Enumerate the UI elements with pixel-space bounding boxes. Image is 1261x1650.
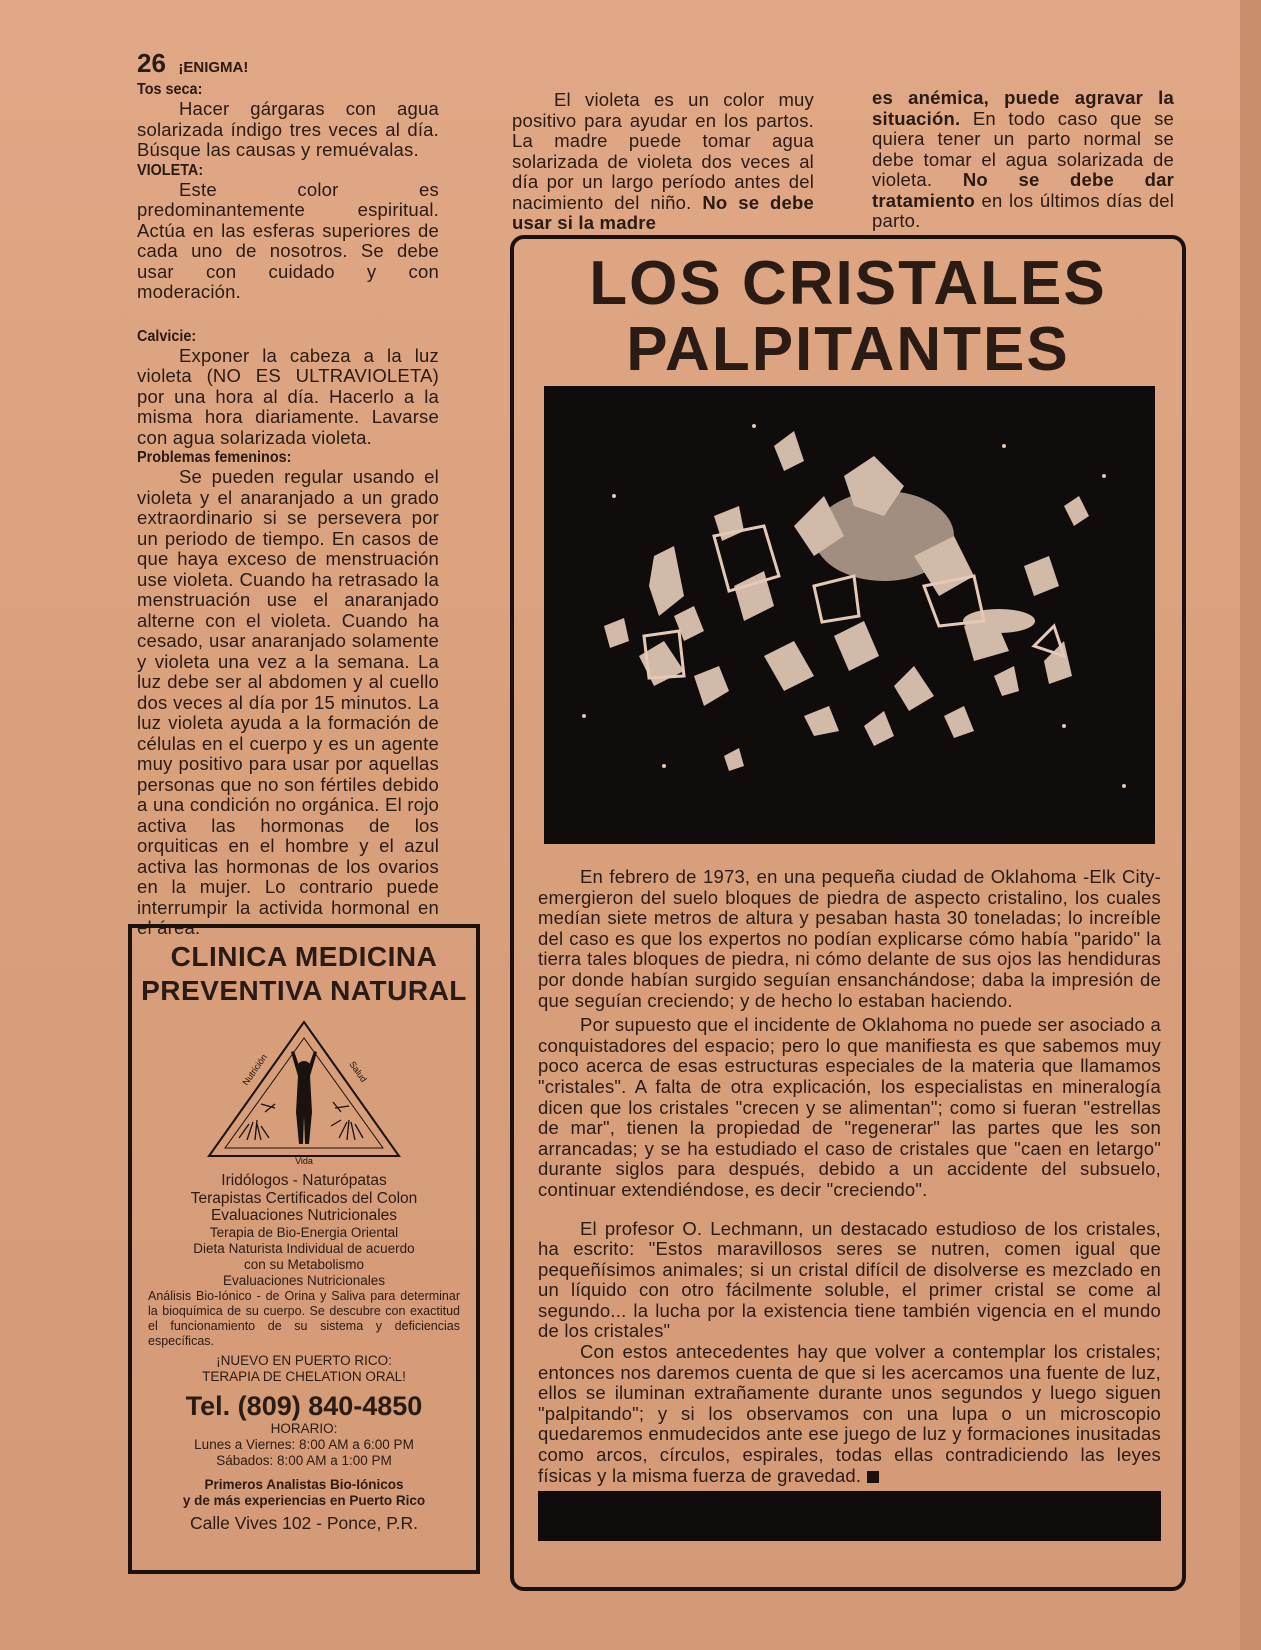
paragraph-partos (512, 90, 814, 234)
anemia-warning: es anémica, puede agravar la situación. (872, 87, 1174, 129)
ad-hours-weekday: Lunes a Viernes: 8:00 AM a 6:00 PM (194, 1436, 414, 1452)
paragraph-violeta: Este color es predominantemente espiritual. Actúa en las esferas superiores de cada uno de nosotros. Se debe usar con cuidado y con moderación. (137, 178, 439, 302)
ad-line-5: Dieta Naturista Individual de acuerdo (193, 1240, 415, 1256)
ad-title-line-1: CLINICA MEDICINA (170, 941, 438, 972)
section-heading-calvicie: Calvicie: (137, 327, 197, 345)
partos-warning: No se debe usar si la madre (512, 191, 814, 233)
page-number: 26 (137, 48, 166, 78)
ad-line-6: con su Metabolismo (243, 1256, 365, 1272)
crystals-photo (544, 386, 1155, 844)
parto-text-end: en los últimos días del parto. (872, 189, 1175, 231)
left-column (137, 80, 439, 939)
article-paragraph-1: En febrero de 1973, en una pequeña ciudad de Oklahoma -Elk City- emergieron del suelo bloques de piedra de aspecto cristalino, los cuales medían siete metros de altura y pesaban hasta 30 toneladas; lo increíble del caso es que los expertos no podían explicarse cómo había "parido" la tierra tales bloques de piedra, ni cómo delante de sus ojos las hendiduras por donde habían surgido seguían ensanchándose; daba la impresión de que seguían creciendo; y de hecho lo estaban haciendo. (538, 866, 1161, 1011)
paragraph-calvicie: Exponer la cabeza a la luz violeta (NO ES ULTRAVIOLETA) por una hora al día. Hacerlo a la misma hora diariamente. Lavarse con agua solarizada violeta. (137, 344, 439, 448)
logo-label-right: Salud (347, 1059, 369, 1085)
article-body (538, 867, 1161, 1486)
parto-text: En todo caso que se quiera tener un parto normal se debe tomar el agua solarizada de violeta. (872, 107, 1175, 190)
human-figure-icon (291, 1051, 317, 1144)
article-title (514, 251, 1182, 383)
section-heading-violeta: VIOLETA: (137, 161, 204, 179)
ad-line-10: TERAPIA DE CHELATION ORAL! (202, 1368, 406, 1384)
ad-line-2: Terapistas Certificados del Colon (190, 1189, 418, 1207)
paragraph-parto-continued (872, 88, 1174, 232)
logo-label-left: Nutrición (240, 1052, 270, 1088)
partos-text: El violeta es un color muy positivo para ayudar en los partos. La madre puede tomar agua solarizada de violeta dos veces al día por un largo período antes del nacimiento del niño. (512, 89, 814, 213)
paragraph-tos: Hacer gárgaras con agua solarizada índigo tres veces al día. Búsque las causas y remuévalas. (137, 98, 439, 160)
end-mark-icon (867, 1471, 879, 1483)
clinic-advertisement (128, 924, 480, 1574)
ad-claim-2: y de más experiencias en Puerto Rico (182, 1492, 426, 1508)
ad-horario-label: HORARIO: (270, 1420, 338, 1436)
ad-line-8: Análisis Bio-Iónico - de Orina y Saliva para determinar la bioquímica de su cuerpo. Se descubre con exactitud el funcionamiento de su sistema y deficiencias específicas. (148, 1288, 460, 1348)
page-header (137, 48, 248, 79)
ad-claim-1: Primeros Analistas Bio-Iónicos (204, 1476, 404, 1492)
article-paragraph-4 (538, 1342, 1161, 1486)
ad-hours-saturday: Sábados: 8:00 AM a 1:00 PM (216, 1452, 392, 1468)
ad-line-1: Iridólogos - Naturópatas (221, 1172, 387, 1189)
right-column (872, 88, 1174, 232)
middle-column (512, 90, 814, 234)
magazine-name: ¡ENIGMA! (178, 59, 249, 76)
page-edge (1240, 0, 1261, 1650)
article-title-line-1: LOS CRISTALES (589, 249, 1107, 318)
clinic-logo-triangle (199, 1016, 409, 1166)
paragraph-femeninos: Se pueden regular usando el violeta y el anaranjado a un grado extraordinario si se persevera por un periodo de tiempo. En casos de que haya exceso de menstruación use violeta. Cuando ha retrasado la menstruación use el anaranjado alterne con el violeta. Cuando ha cesado, usar anaranjado solamente y violeta una vez a la semana. La luz debe ser al abdomen y al cuello dos veces al día por 15 minutos. La luz violeta ayuda a la formación de células en el cuerpo y es un agente muy positivo para usar por aquellas personas que no son fértiles debido a una condición no orgánica. El rojo activa las hormonas de los orquiticas en el hombre y el azul activa las hormonas de los ovarios en la mujer. Lo contrario puede interrumpir la activida hormonal en el área. (137, 466, 439, 938)
ad-title-line-2: PREVENTIVA NATURAL (141, 975, 467, 1006)
treatment-warning: No se debe dar tratamiento (872, 169, 1174, 211)
ad-title (132, 940, 476, 1008)
article-paragraph-4-text: Con estos antecedentes hay que volver a contemplar los cristales; entonces nos daremos cuenta de que si les acercamos una fuente de luz, ellos se iluminan extrañamente durante unos segundos y luego siguen "palpitando"; y si los observamos con una lupa o un microscopio quedaremos enmudecidos ante ese juego de luz y formaciones inusitadas como arcos, círculos, espirales, todas ellas contradiciendo las leyes físicas y la misma fuerza de gravedad. (538, 1341, 1161, 1486)
article-paragraph-2: Por supuesto que el incidente de Oklahoma no puede ser asociado a conquistadores del espacio; pero lo que manifiesta es que sabemos muy poco acerca de esas estructuras especiales de la materia que llamamos "cristales". A falta de otra explicación, los especialistas en mineralogía dicen que los cristales "crecen y se alimentan"; como si fueran "estrellas de mar", tienen la propiedad de "regenerar" las partes que les son arrancadas; y se ha estudiado el caso de cristales que "caen en letargo" durante siglos para después, debido a un accidente del subsuelo, continuar extendiéndose, es decir "creciendo". (538, 1014, 1161, 1200)
bottom-black-bar (538, 1491, 1161, 1541)
ad-phone: Tel. (809) 840-4850 (185, 1390, 423, 1421)
ad-line-3: Evaluaciones Nutricionales (210, 1207, 398, 1224)
logo-label-bottom: Vida (295, 1156, 313, 1166)
ad-line-9: ¡NUEVO EN PUERTO RICO: (216, 1352, 392, 1368)
section-heading-tos: Tos seca: (137, 81, 203, 98)
article-box (510, 235, 1186, 1591)
section-heading-femeninos: Problemas femeninos: (137, 449, 292, 466)
article-paragraph-3: El profesor O. Lechmann, un destacado estudioso de los cristales, ha escrito: "Estos maravillosos seres se nutren, comen igual que pequeñísimos animales; si un cristal difícil de disolverse es mezclado en un líquido con otro fácilmente soluble, el primer cristal se come al segundo... la lucha por la existencia tiene también vigencia en el mundo de los cristales" (538, 1217, 1161, 1342)
ad-line-7: Evaluaciones Nutricionales (222, 1272, 386, 1288)
article-title-line-2: PALPITANTES (626, 315, 1070, 384)
ad-address: Calle Vives 102 - Ponce, P.R. (190, 1512, 418, 1533)
ad-line-4: Terapia de Bio-Energia Oriental (209, 1224, 399, 1240)
